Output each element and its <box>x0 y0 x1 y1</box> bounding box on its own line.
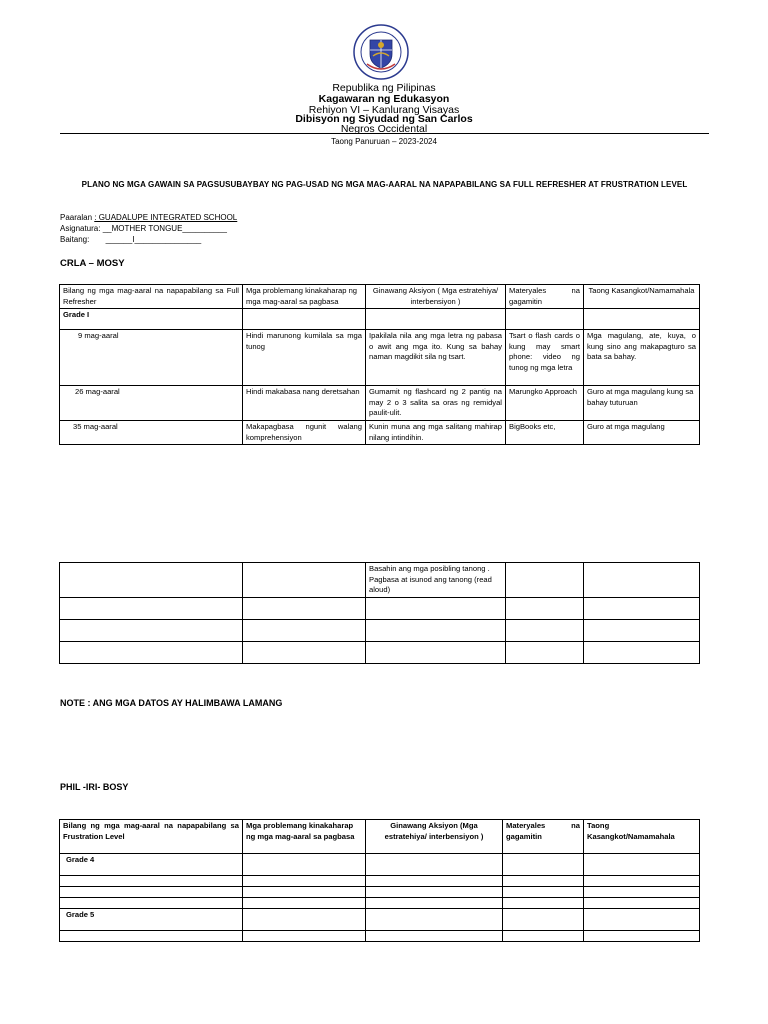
header-cell: Materyales na gagamitin <box>503 820 584 854</box>
table-cell: 9 mag-aaral <box>60 330 243 386</box>
table-cell: Kunin muna ang mga salitang mahirap nilang intindihin. <box>366 421 506 445</box>
grade-label: Grade 4 <box>60 854 243 876</box>
table-cell: Hindi makabasa nang deretsahan <box>243 386 366 421</box>
table-cell: Guro at mga magulang <box>584 421 700 445</box>
table-row <box>60 330 700 386</box>
table-header-row <box>60 285 700 309</box>
division-line: Dibisyon ng Siyudad ng San Carlos <box>295 113 473 125</box>
crla-heading: CRLA – MOSY <box>60 258 125 269</box>
table-row <box>60 887 700 898</box>
table-cell: Tsart o flash cards o kung may smart phone: video ng tunog ng mga letra <box>506 330 584 386</box>
table-row <box>60 931 700 942</box>
baitang-label: Baitang: <box>60 235 90 244</box>
paaralan-row <box>60 212 237 223</box>
table-row <box>60 563 700 598</box>
table-cell: BigBooks etc, <box>506 421 584 445</box>
asignatura-label: Asignatura: <box>60 224 101 233</box>
table-cell: Guro at mga magulang kung sa bahay tuturuan <box>584 386 700 421</box>
table-row <box>60 598 700 620</box>
table-cell: Mga magulang, ate, kuya, o kung sino ang makapagturo sa bata sa bahay. <box>584 330 700 386</box>
table-row <box>60 642 700 664</box>
header-cell: Mga problemang kinakaharap ng mga mag-aaral sa pagbasa <box>243 820 366 854</box>
table-row <box>60 386 700 421</box>
school-year: Taong Panuruan – 2023-2024 <box>331 137 437 146</box>
header-cell: Mga problemang kinakaharap ng mga mag-aaral sa pagbasa <box>243 285 366 309</box>
department-line: Kagawaran ng Edukasyon <box>318 93 450 105</box>
baitang-row <box>60 234 201 245</box>
baitang-value: ______I_______________ <box>105 235 202 244</box>
table-cell: Gumamit ng flashcard ng 2 pantig na may 2 o 3 salita sa oras ng remidyal paulit-ulit. <box>366 386 506 421</box>
grade-label: Grade I <box>60 309 243 330</box>
asignatura-value: __MOTHER TONGUE__________ <box>102 224 227 233</box>
note-text: NOTE : ANG MGA DATOS AY HALIMBAWA LAMANG <box>60 698 283 708</box>
header-divider <box>60 133 709 134</box>
table-row <box>60 620 700 642</box>
crla-table <box>59 284 700 445</box>
header-cell: Bilang ng mga mag-aaral na napapabilang sa Frustration Level <box>60 820 243 854</box>
table-row <box>60 421 700 445</box>
deped-seal-logo <box>353 24 409 80</box>
grade-row <box>60 909 700 931</box>
table-cell: Makapagbasa ngunit walang komprehensiyon <box>243 421 366 445</box>
continuation-table <box>59 562 700 664</box>
header-cell: Taong Kasangkot/Namamahala <box>584 820 700 854</box>
header-cell: Ginawang Aksiyon ( Mga estratehiya/ interbensiyon ) <box>366 285 506 309</box>
table-cell: 26 mag-aaral <box>60 386 243 421</box>
republic-line: Republika ng Pilipinas <box>332 82 436 94</box>
table-cell: 35 mag-aaral <box>60 421 243 445</box>
province-line: Negros Occidental <box>340 123 428 135</box>
grade-label: Grade 5 <box>60 909 243 931</box>
table-row <box>60 876 700 887</box>
grade-row <box>60 854 700 876</box>
page-title: PLANO NG MGA GAWAIN SA PAGSUSUBAYBAY NG PAG-USAD NG MGA MAG-AARAL NA NAPAPABILANG SA FULL REFRESHER AT FRUSTRATION LEVEL <box>81 180 688 189</box>
asignatura-row <box>60 223 227 234</box>
table-row <box>60 898 700 909</box>
phil-iri-table <box>59 819 700 942</box>
table-header-row <box>60 820 700 854</box>
table-cell: Basahin ang mga posibling tanong . Pagbasa at isunod ang tanong (read aloud) <box>366 563 506 598</box>
header-cell: Taong Kasangkot/Namamahala <box>584 285 700 309</box>
header-cell: Bilang ng mga mag-aaral na napapabilang sa Full Refresher <box>60 285 243 309</box>
header-cell: Ginawang Aksiyon (Mga estratehiya/ interbensiyon ) <box>366 820 503 854</box>
phil-iri-heading: PHIL -IRI- BOSY <box>60 782 129 792</box>
paaralan-value: : GUADALUPE INTEGRATED SCHOOL <box>94 213 238 222</box>
region-line: Rehiyon VI – Kanlurang Visayas <box>308 104 460 116</box>
table-cell: Ipakilala nila ang mga letra ng pabasa o awit ang mga ito. Kung sa bahay naman magdikit sila ng tsart. <box>366 330 506 386</box>
table-cell: Marungko Approach <box>506 386 584 421</box>
paaralan-label: Paaralan <box>60 213 93 222</box>
header-cell: Materyales na gagamitin <box>506 285 584 309</box>
table-cell: Hindi marunong kumilala sa mga tunog <box>243 330 366 386</box>
grade-row <box>60 309 700 330</box>
